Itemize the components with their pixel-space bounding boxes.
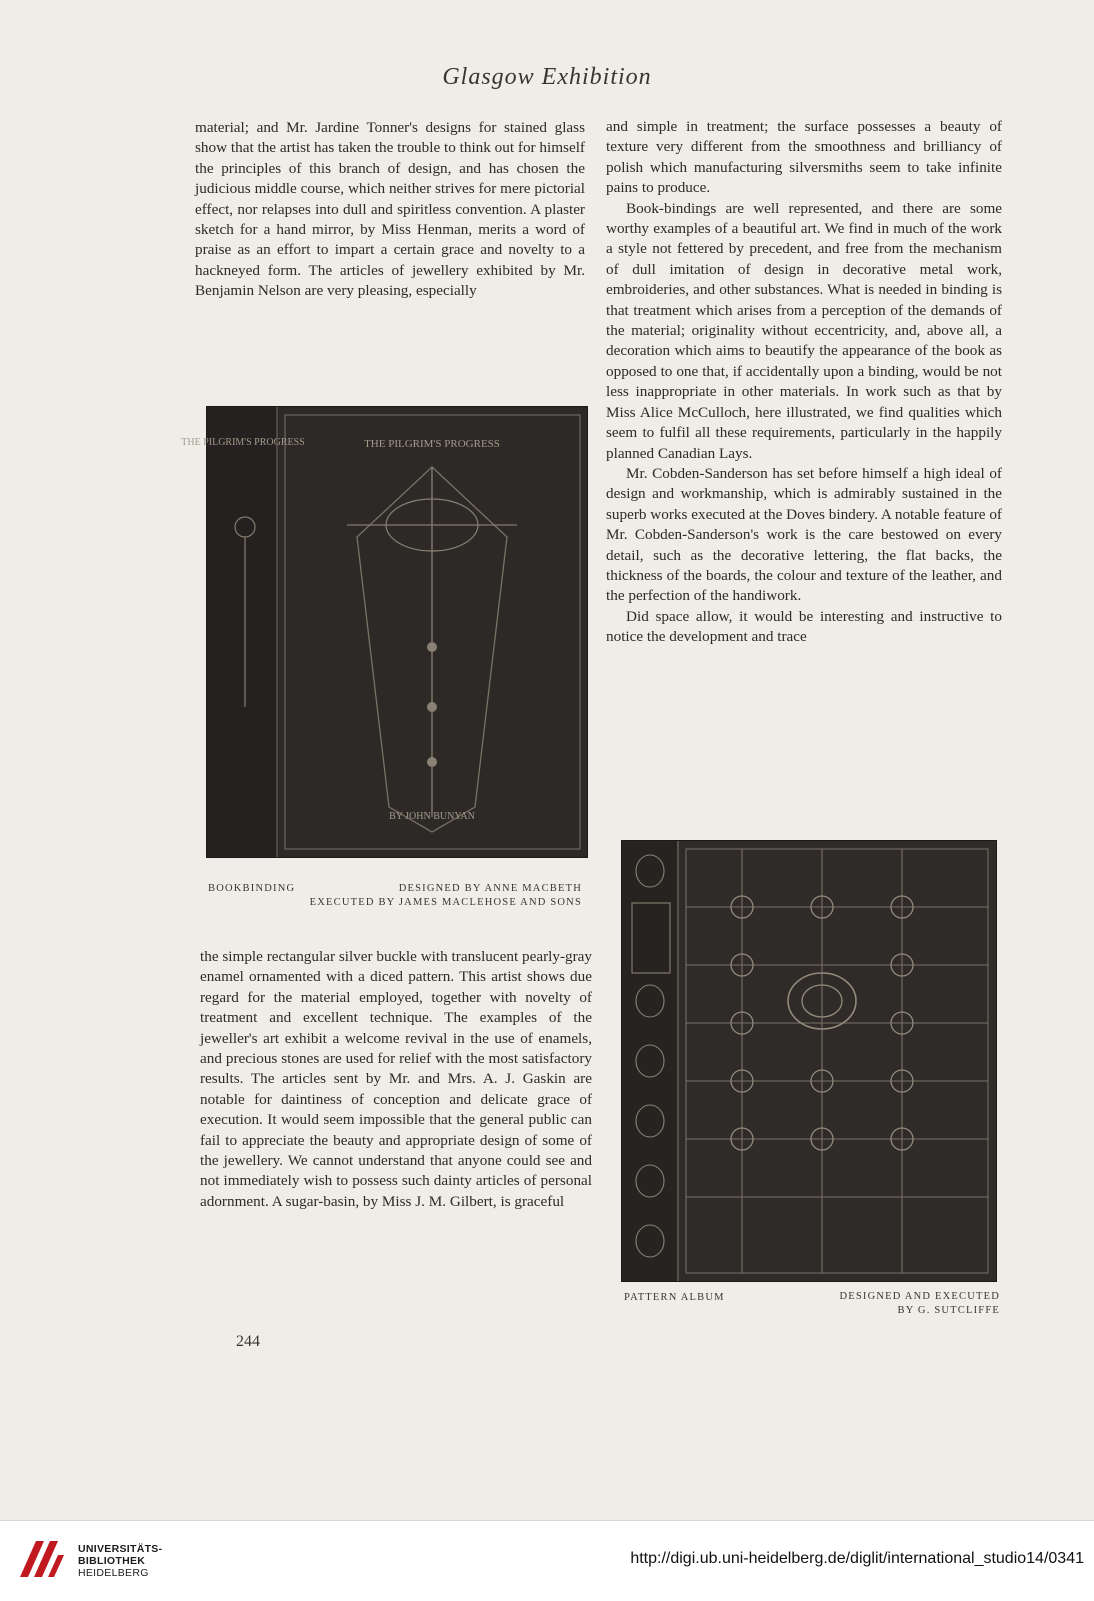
running-title: Glasgow Exhibition [442, 64, 652, 90]
figure2-caption-credit [800, 1290, 1000, 1318]
bookbinding-plate [181, 406, 588, 858]
cover-author: BY JOHN BUNYAN [389, 811, 475, 822]
paragraph: material; and Mr. Jardine Tonner's designs for stained glass show that the artist has taken the trouble to think out for himself the principles of this branch of design, and has chosen the judicious middle course, which neither strives for mere pictorial effect, nor relapses into dull and spiritless convention. A plaster sketch for a hand mirror, by Miss Henman, merits a word of praise as an effort to impart a certain grace and novelty to a hackneyed form. The articles of jewellery exhibited by Mr. Benjamin Nelson are very pleasing, especially [195, 119, 585, 300]
bookbinding-image [181, 407, 587, 857]
library-name [78, 1543, 162, 1579]
page-number: 244 [236, 1333, 260, 1350]
left-column-bottom [200, 947, 592, 1212]
figure1-caption-executor: EXECUTED BY JAMES MACLEHOSE AND SONS [309, 897, 582, 908]
pattern-album-image [622, 841, 996, 1281]
figure2-caption-line1: DESIGNED AND EXECUTED [839, 1291, 1000, 1302]
paragraph: and simple in treatment; the surface possesses a beauty of texture very different from the smoothness and brilliancy of polish which manufacturing silversmiths seem to take infinite pains to produce. [606, 118, 1002, 197]
figure1-caption-designer: DESIGNED BY ANNE MACBETH [398, 883, 582, 894]
paragraph: Mr. Cobden-Sanderson has set before himself a high ideal of design and workmanship, which is admirably sustained in the superb works executed at the Doves bindery. A notable feature of Mr. Cobden-Sanderson's work is the care bestowed on every detail, such as the decorative lettering, the flat backs, the thickness of the boards, the colour and texture of the leather, and the perfection of the handiwork. [606, 464, 1002, 605]
figure2-caption-line2: BY G. SUTCLIFFE [897, 1305, 1000, 1316]
left-column-top [195, 118, 585, 302]
library-logo-icon [14, 1535, 68, 1585]
paragraph: Did space allow, it would be interesting and instructive to notice the development and trace [606, 607, 1002, 646]
footer-bar [0, 1520, 1094, 1601]
source-url-link[interactable]: http://digi.ub.uni-heidelberg.de/diglit/international_studio14/0341 [630, 1550, 1084, 1567]
spine-title: THE PILGRIM'S PROGRESS [181, 437, 305, 448]
paragraph: Book-bindings are well represented, and there are some worthy examples of a beautiful art. We find in much of the work a style not fettered by precedent, and free from the mechanism of dull imitation of design in decorative metal work, embroideries, and other substances. What is needed in binding is that treatment which arises from a perception of the demands of the material; originality without eccentricity, and, above all, a decoration which aims to beautify the appearance of the book as opposed to one that, if accidentally upon a binding, would be not less inappropriate in other materials. In work such as that by Miss Alice McCulloch, here illustrated, we find qualities which seem to fulfil all these requirements, particularly in the happily planned Canadian Lays. [606, 199, 1002, 462]
right-column [606, 117, 1002, 648]
figure2-caption-title: PATTERN ALBUM [624, 1292, 725, 1303]
library-name-line3: HEIDELBERG [78, 1567, 149, 1579]
library-name-line2: BIBLIOTHEK [78, 1555, 146, 1567]
pattern-album-plate [621, 840, 997, 1282]
paragraph: the simple rectangular silver buckle with translucent pearly-gray enamel ornamented with a diced pattern. This artist shows due regard for the material employed, together with novelty of treatment and excellent technique. The examples of the jeweller's art exhibit a welcome revival in the use of enamels, and precious stones are used for relief with the most satisfactory results. The articles sent by Mr. and Mrs. A. J. Gaskin are notable for daintiness of conception and delicate grace of execution. It would seem impossible that the general public can fail to appreciate the beauty and appropriate design of some of the jewellery. We cannot understand that anyone could see and not immediately wish to possess such dainty articles of personal adornment. A sugar-basin, by Miss J. M. Gilbert, is graceful [200, 948, 592, 1210]
library-name-line1: UNIVERSITÄTS- [78, 1543, 163, 1555]
figure1-caption-title: BOOKBINDING [208, 883, 296, 894]
cover-title: THE PILGRIM'S PROGRESS [364, 438, 500, 450]
